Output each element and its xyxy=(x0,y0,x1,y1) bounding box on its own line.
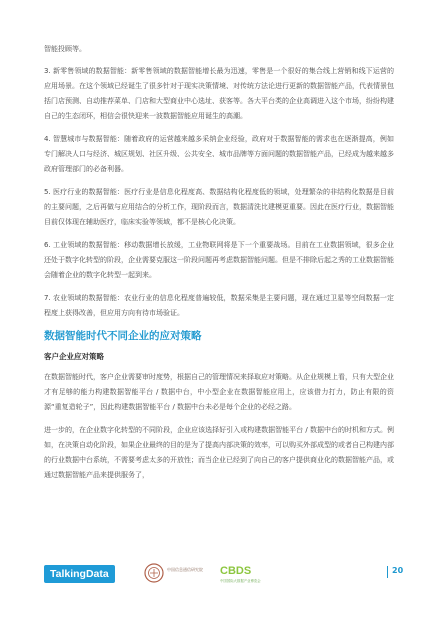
paragraph-strategy-1: 在数据智能时代，客户企业需要审时度势，根据自己的管理情况来择取应对策略。从企业规模上看，只有大型企业才有足够的能力构建数据智能平台 / 数据中台，中小型企业在数据智能应用上，应该借力打力，防止有限的资源“重复造轮子”，因此构建数据智能平台 / 数据中台未必是每个企业的必经之路。 xyxy=(44,373,394,411)
sub-section-title: 客户企业应对策略 xyxy=(44,352,104,361)
paragraph-strategy-2: 进一步的，在企业数字化转型的不同阶段，企业应该选择好引入或构建数据智能平台 / 数据中台的时机和方式。例如，在决策自动化阶段，如果企业最终的目的是为了提高内部决策的效率，可以购买外部成型的或者自己构建内部的行业数据中台系统，不需要考虑太多的开放性；而当企业已经到了向自己的客户提供商业化的数据智能产品，或通过数据智能产品来提供服务了， xyxy=(44,426,394,479)
page-number-divider xyxy=(387,566,388,578)
svg-text:CBDS: CBDS xyxy=(220,565,252,577)
section-title: 数据智能时代不同企业的应对策略 xyxy=(44,330,202,342)
caict-logo-text: 中国信息通信研究院 xyxy=(167,567,203,572)
paragraph-agriculture: 7. 农业领域的数据智能：农业行业的信息化程度普遍较低，数据采集是主要问题，现在通过卫星等空间数据一定程度上获得改善，但应用方向有待市场验证。 xyxy=(44,294,394,317)
paragraph-industry: 6. 工业领域的数据智能：移动数据增长放缓，工业物联网将是下一个重要战场。目前在工业数据领域，很多企业还处于数字化转型的阶段，企业需要克服这一阶段问题再考虑数据智能问题。但是不排除后起之秀的工业数据智能会随着企业的数字化转型一起到来。 xyxy=(44,241,394,279)
document-body xyxy=(44,42,394,491)
paragraph-smart-city: 4. 智慧城市与数据智能：随着政府的运营越来越多采纳企业经验，政府对于数据智能的需求也在逐渐提高，例如专门解决人口与经济、城区规划、社区升级、公共安全、城市品牌等方面问题的数据智能产品，已经成为越来越多政府管理部门的必备利器。 xyxy=(44,135,394,173)
page-footer xyxy=(44,562,404,586)
page-number: 20 xyxy=(392,566,404,575)
paragraph-new-retail: 3. 新零售领域的数据智能：新零售领域的数据智能增长最为迅速，零售是一个很好的集合线上营销和线下运营的应用场景。在这个领域已经诞生了很多针对于现实决策情境、对传统方法论进行更新的数据智能产品，代表情景包括门店预测、自动推荐菜单、门店和大型商业中心选址、获客等。各大平台类的企业高调进入这个市场，纷纷构建自己的生态闭环，相信会很快迎来一波数据智能应用诞生的高潮。 xyxy=(44,67,394,120)
paragraph-intro-tail: 智能投顾等。 xyxy=(44,45,86,53)
paragraph-medical: 5. 医疗行业的数据智能：医疗行业是信息化程度高、数据结构化程度低的领域，处理繁杂的非结构化数据是目前的主要问题，之后再做与应用结合的分析工作，现阶段而言，数据清洗比建模更重要。因此在医疗行业，数据智能目前仅体现在辅助医疗，临床实验等领域，都不是核心化决策。 xyxy=(44,188,394,226)
cbds-logo xyxy=(220,563,264,585)
svg-text:中国国际大数据产业博览会: 中国国际大数据产业博览会 xyxy=(220,579,261,583)
talkingdata-logo: TalkingData xyxy=(44,565,115,583)
caict-seal-logo xyxy=(144,563,164,583)
